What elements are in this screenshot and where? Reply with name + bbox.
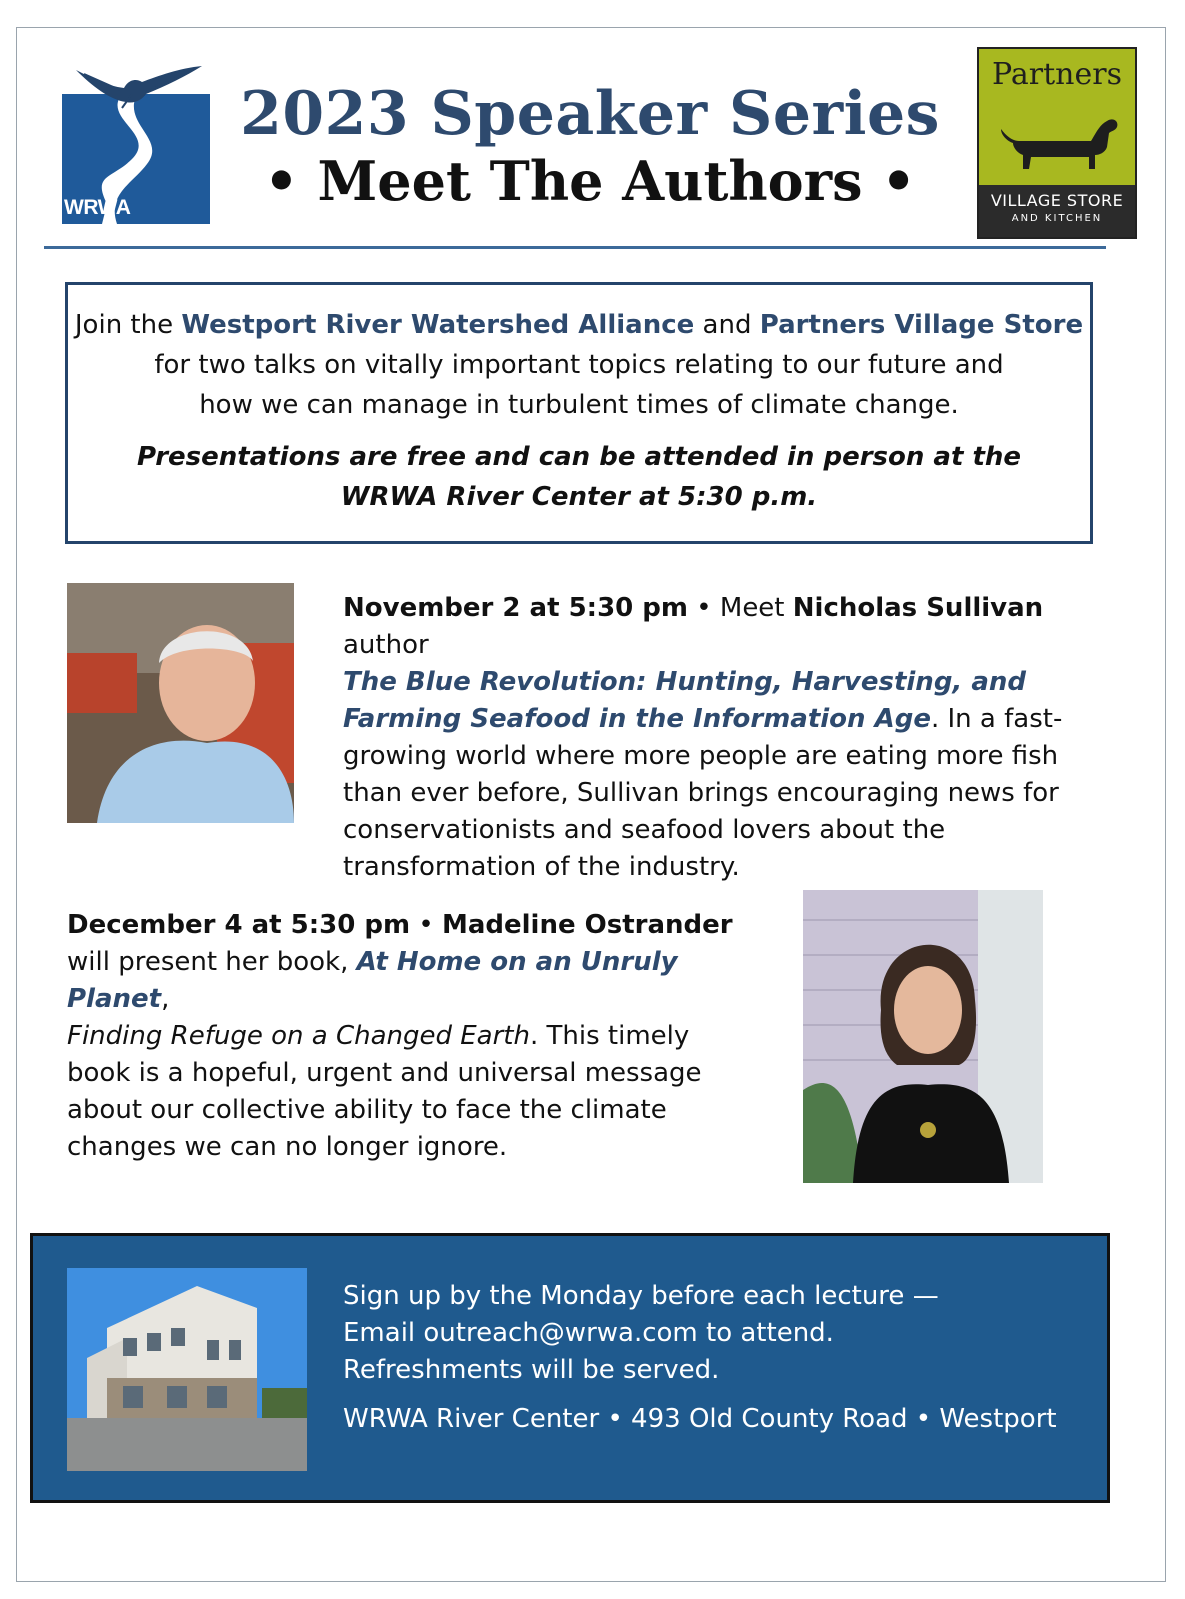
footer-address: WRWA River Center • 493 Old County Road • Westport [343, 1404, 1057, 1434]
speaker-photo-ostrander [803, 890, 1043, 1183]
intro-box [65, 282, 1093, 544]
footer-signup-text [343, 1278, 939, 1389]
partners-logo-name: Partners [992, 57, 1122, 92]
event-dec-speaker: Madeline Ostrander [441, 910, 733, 940]
event-dec-book-title: At Home on an Unruly Planet [67, 947, 678, 1014]
event-nov-speaker: Nicholas Sullivan [792, 593, 1044, 623]
intro-line1 [68, 305, 1090, 345]
event-dec-subtitle: Finding Refuge on a Changed Earth [67, 1021, 530, 1051]
intro-note1: Presentations are free and can be attended in person at the [136, 442, 1022, 472]
event-dec-date: December 4 at 5:30 pm [67, 910, 411, 940]
speaker-photo-sullivan [67, 583, 294, 823]
intro-join-text: Join the [74, 310, 182, 340]
title-series: 2023 Speaker Series [240, 79, 940, 149]
river-center-photo [67, 1268, 307, 1471]
title-meet-authors: • Meet The Authors • [264, 149, 916, 213]
event-nov-description: . In a fast-growing world where more people are eating more fish than ever before, Sullivan brings encouraging news for conservationists and seafood lovers about the transformation of the industry. [343, 704, 1063, 882]
header-divider [44, 246, 1106, 249]
intro-note2: WRWA River Center at 5:30 p.m. [340, 482, 818, 512]
wrwa-logo [62, 64, 210, 224]
event-nov-author-text: author [343, 630, 429, 660]
org-wrwa: Westport River Watershed Alliance [181, 310, 695, 340]
footer-line2: Email outreach@wrwa.com to attend. [343, 1318, 834, 1348]
event-november [343, 590, 1103, 886]
event-december [67, 907, 757, 1166]
partners-logo-line2: AND KITCHEN [1011, 213, 1103, 224]
partners-logo [977, 47, 1137, 239]
intro-and-text: and [694, 310, 760, 340]
event-dec-description: . This timely book is a hopeful, urgent and universal message about our collective ability to face the climate changes we can no longer ignore. [67, 1021, 702, 1162]
event-nov-date: November 2 at 5:30 pm [343, 593, 689, 623]
event-dec-will-present: will present her book, [67, 947, 357, 977]
org-partners: Partners Village Store [759, 310, 1084, 340]
intro-line2: for two talks on vitally important topics relating to our future and [154, 350, 1004, 380]
footer-line1: Sign up by the Monday before each lecture — [343, 1281, 939, 1311]
intro-line3: how we can manage in turbulent times of climate change. [199, 390, 959, 420]
event-nov-book-title: The Blue Revolution: Hunting, Harvesting, and Farming Seafood in the Information Age [343, 667, 1027, 734]
partners-dachshund-icon [995, 107, 1123, 177]
event-dec-bullet: • [410, 910, 442, 940]
partners-logo-band [979, 185, 1135, 237]
footer-banner [30, 1233, 1110, 1503]
partners-logo-line1: VILLAGE STORE [990, 191, 1124, 210]
event-nov-bullet: • Meet [688, 593, 793, 623]
event-dec-comma: , [161, 984, 170, 1014]
wrwa-logo-text: WRWA [64, 196, 131, 219]
footer-line3: Refreshments will be served. [343, 1355, 720, 1385]
